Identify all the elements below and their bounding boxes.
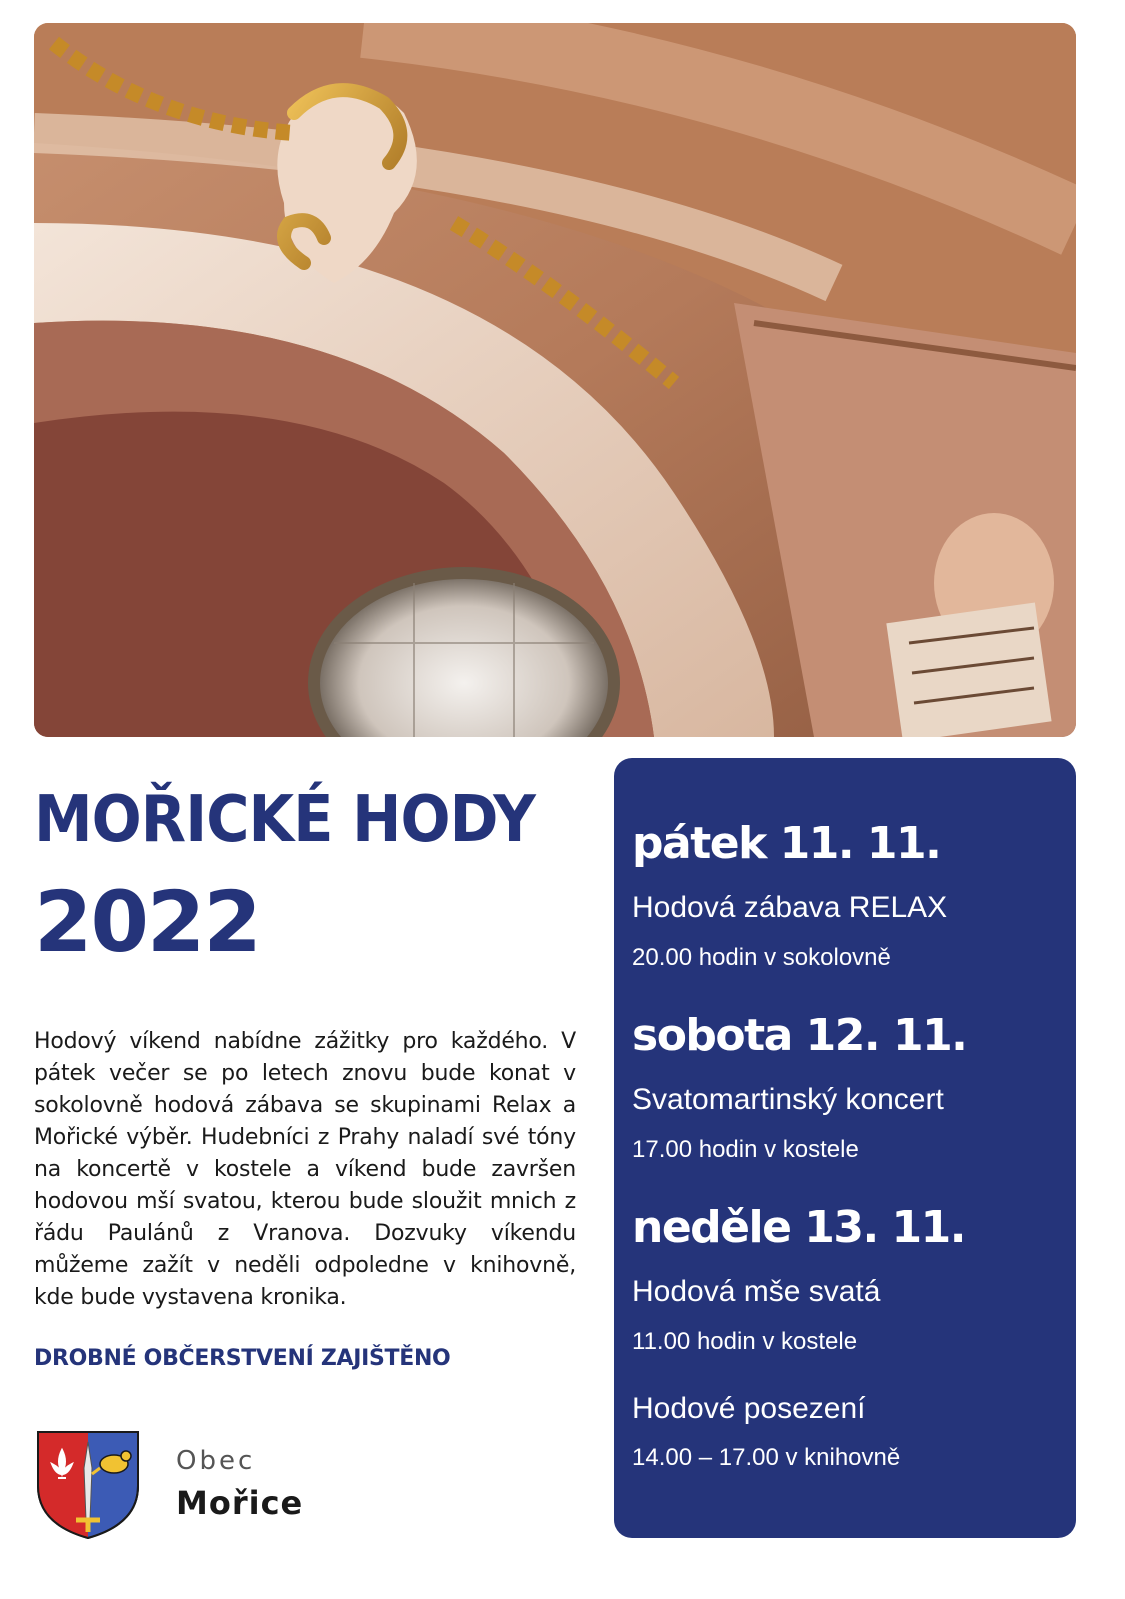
event-name: Hodová mše svatá (632, 1275, 881, 1308)
refreshments-note: DROBNÉ OBČERSTVENÍ ZAJIŠTĚNO (34, 1346, 451, 1371)
day-saturday: sobota 12. 11. (632, 1010, 967, 1061)
event-name: Hodová zábava RELAX (632, 891, 948, 924)
event-time: 20.00 hodin v sokolovně (632, 944, 891, 971)
day-sunday: neděle 13. 11. (632, 1202, 965, 1253)
event-title-year: 2022 (34, 873, 260, 971)
hero-photo-church-ceiling (34, 23, 1076, 737)
program-panel (614, 758, 1076, 1538)
day-friday: pátek 11. 11. (632, 818, 941, 869)
event-time: 17.00 hodin v kostele (632, 1136, 859, 1163)
coat-of-arms-icon (34, 1428, 142, 1540)
logo-label-obec: Obec (176, 1446, 256, 1476)
event-time: 14.00 – 17.00 v knihovně (632, 1444, 901, 1471)
event-name: Hodové posezení (632, 1392, 866, 1425)
event-title (34, 772, 594, 976)
event-name: Svatomartinský koncert (632, 1083, 944, 1116)
logo-label-name: Mořice (176, 1484, 304, 1522)
event-title-line1: MOŘICKÉ HODY (34, 783, 535, 857)
event-time: 11.00 hodin v kostele (632, 1328, 858, 1355)
event-description: Hodový víkend nabídne zážitky pro každého. V pátek večer se po letech znovu bude konat v sokolovně hodová zábava se skupinami Relax a Mořické výběr. Hudebníci z Prahy naladí své tóny na koncertě v kostele a víkend bude završen hodovou mší svatou, kterou bude sloužit mnich z řádu Paulánů z Vranova. Dozvuky víkendu můžeme zažít v neděli odpoledne v knihovně, kde bude vystavena kronika. (34, 1029, 576, 1310)
